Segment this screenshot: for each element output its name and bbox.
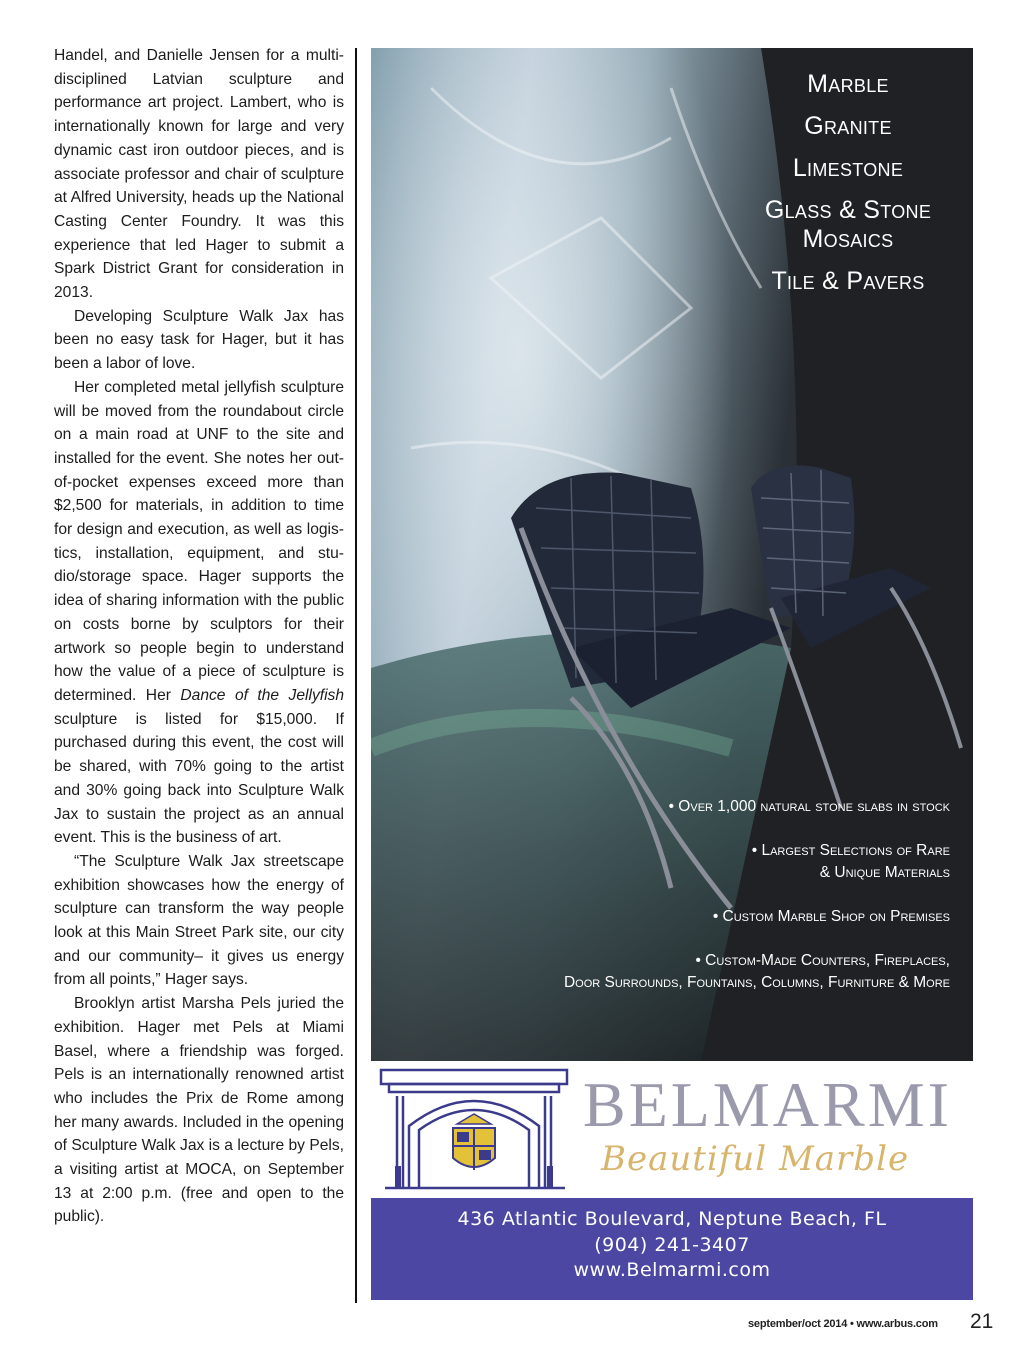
store-website[interactable]: www.Belmarmi.com — [573, 1259, 771, 1281]
article-paragraph: “The Sculpture Walk Jax streetscape exhibition showcases how the energy of sculpture can transform the way people look at this Main Street Park site, our city and our community– it gives us energy from all points,” Hager says. — [54, 852, 344, 989]
article-paragraph: Developing Sculpture Walk Jax has been no easy task for Hager, but it has been a labor of love. — [54, 307, 344, 373]
brand-tagline: Beautiful Marble — [601, 1139, 910, 1179]
material-item: Limestone — [792, 154, 904, 182]
store-address: 436 Atlantic Boulevard, Neptune Beach, FL — [457, 1208, 887, 1230]
artwork-title: Dance of the Jellyfish — [180, 686, 345, 704]
column-divider — [355, 48, 357, 1303]
feature-item: • Custom Marble Shop on Premises — [712, 908, 950, 925]
paragraph-text: sculpture is listed for $15,000. If purchased during this event, the cost will be shared, with 70% going to the artist and 30% going back into Sculpture Walk Jax to sustain the project as an annual event. This is the business of art. — [54, 710, 344, 847]
material-item: Mosaics — [802, 225, 894, 253]
belmarmi-logo — [371, 1064, 973, 1192]
issue-footer: september/oct 2014 • www.arbus.com — [748, 1318, 938, 1330]
article-paragraph: Handel, and Danielle Jensen for a multi-disciplined Latvian sculpture and performance art project. Lambert, who is internationally known for large and very dynamic cast iron outdoor pieces, and is associate professor and chair of sculpture at Alfred University, heads up the National Casting Center Foundry. It was this experience that led Hager to submit a Spark District Grant for consideration in 2013. — [54, 47, 344, 302]
article-paragraph — [54, 376, 344, 850]
page-number: 21 — [970, 1310, 994, 1333]
materials-list — [733, 70, 963, 296]
article-column — [54, 44, 344, 1229]
ad-photo — [371, 48, 973, 1061]
contact-bar — [371, 1198, 973, 1300]
feature-item: • Custom-Made Counters, Fireplaces, — [695, 952, 950, 969]
paragraph-text: Her completed metal jellyfish sculpture will be moved from the roundabout circle on a main road at UNF to the site and installed for the event. She notes her out-of-pocket expenses exceed more than $2,500 for materials, in addition to time for design and execution, as well as logistics, installation, equipment, and studio/storage space. Hager supports the idea of sharing information with the public on costs borne by sculptors for their artwork so people begin to understand how the value of a piece of sculpture is determined. Her — [54, 378, 344, 704]
features-list — [480, 796, 950, 994]
feature-item: • Largest Selections of Rare — [751, 842, 950, 859]
article-paragraph: Brooklyn artist Marsha Pels juried the exhibition. Hager met Pels at Miami Basel, where a friendship was forged. Pels is an internationally renowned artist who includes the Prix de Rome among her many awards. Included in the opening of Sculpture Walk Jax is a lecture by Pels, a visiting artist at MOCA, on September 13 at 2:00 p.m. (free and open to the public). — [54, 995, 344, 1226]
material-item: Marble — [807, 70, 889, 98]
material-item: Granite — [804, 112, 892, 140]
brand-name: BELMARMI — [583, 1069, 952, 1140]
store-phone: (904) 241-3407 — [594, 1233, 750, 1256]
arch-crest-icon — [375, 1066, 575, 1192]
feature-item: • Over 1,000 natural stone slabs in stock — [668, 798, 950, 815]
material-item: Tile & Pavers — [771, 267, 925, 295]
feature-item: & Unique Materials — [819, 864, 950, 881]
feature-item: Door Surrounds, Fountains, Columns, Furniture & More — [563, 974, 950, 991]
material-item: Glass & Stone — [764, 196, 932, 224]
